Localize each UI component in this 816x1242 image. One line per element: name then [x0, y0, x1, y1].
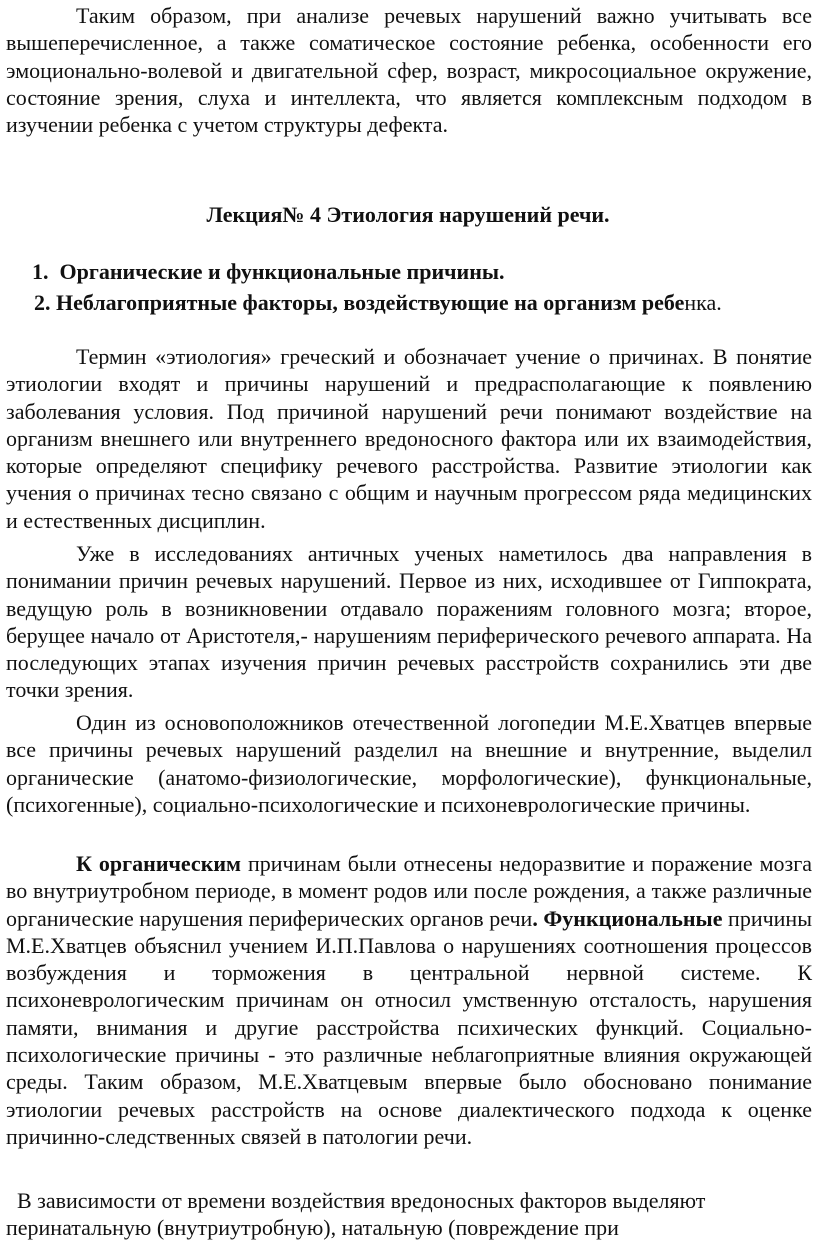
paragraph-ancient-scholars: Уже в исследованиях античных ученых наметилось два направления в понимании причин речевых нарушений. Первое из них, исходившее от Гиппократа, ведущую роль в возникновении отдавало поражениям головного мозга; второе, берущее начало от Аристотеля,- нарушениям периферического речевого аппарата. На последующих этапах изучения причин речевых расстройств сохранились эти две точки зрения. [6, 541, 812, 703]
outline-number-1: 1. [32, 259, 49, 284]
final-line-1: В зависимости от времени воздействия вредоносных факторов выделяют [6, 1188, 706, 1213]
outline-number-2: 2. [34, 290, 51, 315]
intro-paragraph: Таким образом, при анализе речевых нарушений важно учитывать все вышеперечисленное, а также соматическое состояние ребенка, особенности его эмоционально-волевой и двигательной сфер, возраст, микросоциальное окружение, состояние зрения, слуха и интеллекта, что является комплексным подходом в изучении ребенка с учетом структуры дефекта. [6, 3, 812, 138]
paragraph-organic-causes [6, 850, 812, 1150]
outline-text-2-tail: нка. [684, 290, 722, 315]
outline-item-2 [34, 289, 722, 316]
outline-text-2: Неблагоприятные факторы, воздействующие на организм ребе [56, 290, 685, 315]
paragraph-etiology-term: Термин «этиология» греческий и обозначает учение о причинах. В понятие этиологии входят и причины нарушений и предрасполагающие к появлению заболевания условия. Под причиной нарушений речи понимают воздействие на организм внешнего или внутреннего вредоносного фактора или их взаимодействия, которые определяют специфику речевого расстройства. Развитие этиологии как учения о причинах тесно связано с общим и научным прогрессом ряда медицинских и естественных дисциплин. [6, 344, 812, 533]
functional-lead: Функциональные [543, 905, 723, 931]
organic-lead: К органическим [76, 851, 242, 876]
paragraph-khvattsev: Один из основоположников отечественной логопедии М.Е.Хватцев впервые все причины речевых нарушений разделил на внешние и внутренние, выделил органические (анатомо-физиологические, морфологические), функциональные, (психогенные), социально-психологические и психоневрологические причины. [6, 710, 812, 817]
organic-text-1: причинам были отнесены недоразвитие и поражение мозга во внутриутробном периоде, в момент родов или после рождения, а также различные органические нарушения периферических органов речи [6, 851, 812, 931]
organic-dot: . [532, 905, 538, 931]
lecture-title: Лекция№ 4 Этиология нарушений речи. [206, 202, 610, 227]
outline-text-1: Органические и функциональные причины. [59, 259, 505, 284]
final-line-2: перинатальную (внутриутробную), натальную (повреждение при [6, 1215, 619, 1240]
outline-item-1 [32, 258, 505, 285]
organic-text-2: причины М.Е.Хватцев объяснил учением И.П.Павлова о нарушениях соотношения процессов возбуждения и торможения в центральной нервной системе. К психоневрологическим причинам он относил умственную отсталость, нарушения памяти, внимания и другие расстройства психических функций. Социально-психологические причины - это различные неблагоприятные влияния окружающей среды. Таким образом, М.Е.Хватцевым впервые было обосновано понимание этиологии речевых расстройств на основе диалектического подхода к оценке причинно-следственных связей в патологии речи. [6, 905, 812, 1149]
